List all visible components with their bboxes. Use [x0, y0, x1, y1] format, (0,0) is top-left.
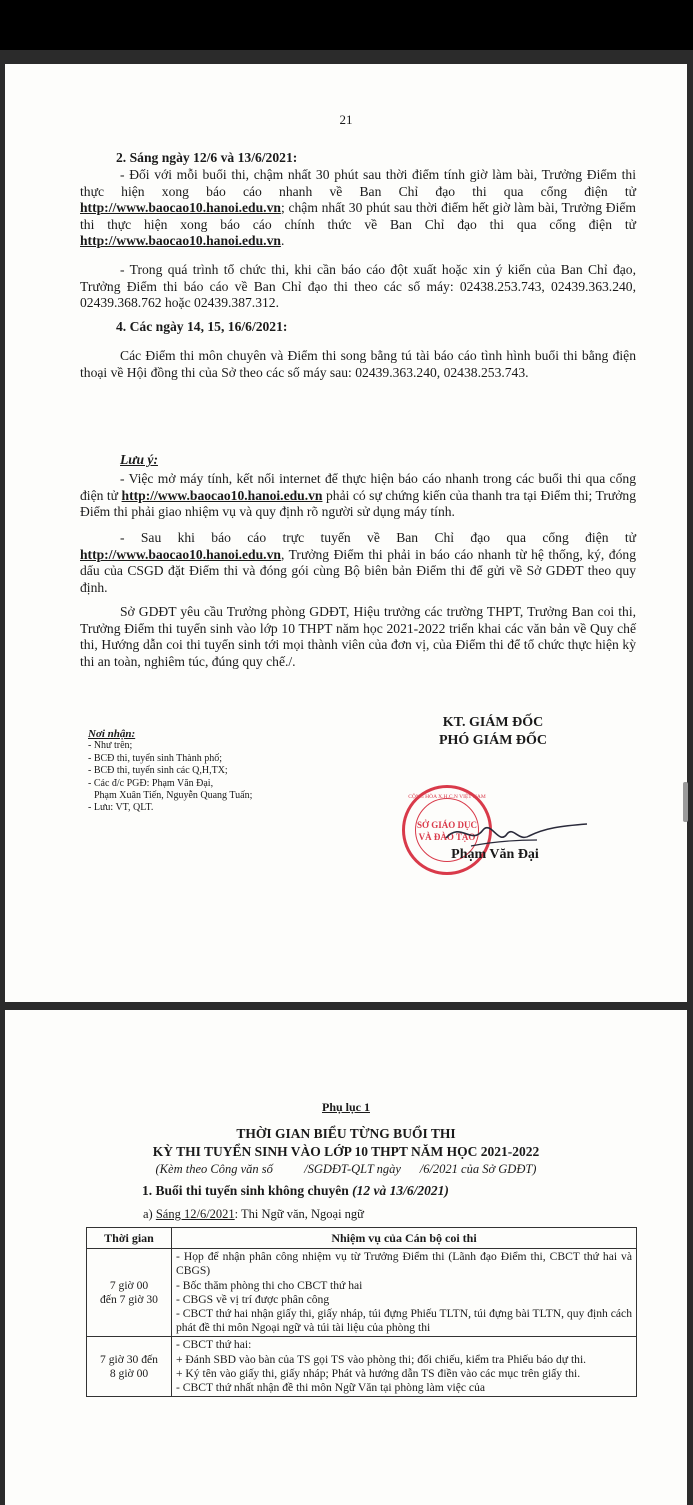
- note-paragraph-2: - Sau khi báo cáo trực tuyến về Ban Chỉ đạo qua cổng điện tử http://www.baocao10.hanoi.edu.vn, Trưởng Điểm thi phải in báo cáo nhanh từ hệ thống, ký, đóng dấu của CSGD đặt Điểm thi và đóng gói cùng Bộ biên bản Điểm thi để gửi về Sở GDĐT theo quy định.: [80, 530, 636, 595]
- recipient-item: - Như trên;: [88, 740, 133, 752]
- signature-title-1: KT. GIÁM ĐỐC: [442, 715, 544, 730]
- appendix-heading-1: THỜI GIAN BIỂU TỪNG BUỔI THI: [236, 1126, 456, 1141]
- scrollbar-thumb[interactable]: [683, 782, 688, 822]
- section-2-heading: 2. Sáng ngày 12/6 và 13/6/2021:: [116, 150, 298, 165]
- task-cell: - Họp để nhận phân công nhiệm vụ từ Trưởng Điểm thi (Lãnh đạo Điểm thi, CBCT thứ hai và CBGS) - Bốc thăm phòng thi cho CBCT thứ hai - CBGS về vị trí được phân công - CBCT thứ hai nhận giấy thi, giấy nháp, túi đựng Phiếu TLTN, túi đựng bài TLTN, quy định cách phát đề thi môn Ngoại ngữ và túi tài liệu của phòng thi: [172, 1249, 637, 1337]
- document-page-21: [5, 64, 687, 1002]
- viewer-top-bar: [0, 0, 693, 50]
- section-2-paragraph-2: - Trong quá trình tổ chức thi, khi cần báo cáo đột xuất hoặc xin ý kiến của Ban Chỉ đạo, Trưởng Điểm thi báo cáo về Ban Chỉ đạo thi theo các số máy: 02438.253.743, 02439.363.240, 02439.368.762 hoặc 02439.387.312.: [80, 262, 636, 311]
- section-4-paragraph: Các Điểm thi môn chuyên và Điểm thi song bằng tú tài báo cáo tình hình buổi thi bằng điện thoại về Hội đồng thi của Sở theo các số máy sau: 02439.363.240, 02438.253.743.: [80, 348, 636, 380]
- section-4-heading: 4. Các ngày 14, 15, 16/6/2021:: [116, 319, 288, 334]
- table-row: [87, 1249, 637, 1337]
- recipient-item: - BCĐ thi, tuyển sinh Thành phố;: [88, 752, 222, 764]
- appendix-heading-2: KỲ THI TUYỂN SINH VÀO LỚP 10 THPT NĂM HỌC 2021-2022: [152, 1144, 540, 1159]
- column-header-time: Thời gian: [87, 1228, 172, 1249]
- closing-paragraph: Sở GDĐT yêu cầu Trưởng phòng GDĐT, Hiệu trưởng các trường THPT, Trưởng Ban coi thi, Trưởng Điểm thi tuyển sinh vào lớp 10 THPT năm học 2021-2022 triển khai các văn bản về Quy chế thi, Hướng dẫn coi thi tuyển sinh tới mọi thành viên của đơn vị, của Điểm thi để tổ chức thực hiện kỳ thi an toàn, nghiêm túc, đúng quy chế./.: [80, 604, 636, 669]
- document-page-appendix: [5, 1010, 687, 1505]
- schedule-table: [86, 1227, 637, 1397]
- seal-center-line-2: VÀ ĐÀO TẠO: [418, 832, 476, 842]
- report-portal-link-4[interactable]: http://www.baocao10.hanoi.edu.vn: [80, 546, 281, 562]
- note-paragraph-1: - Việc mở máy tính, kết nối internet để thực hiện báo cáo nhanh trong các buổi thi qua cổng điện tử http://www.baocao10.hanoi.edu.vn phải có sự chứng kiến của thanh tra tại Điểm thi; Trưởng Điểm thi phải giao nhiệm vụ và quy định rõ người sử dụng máy tính.: [80, 471, 636, 520]
- report-portal-link-1[interactable]: http://www.baocao10.hanoi.edu.vn: [80, 200, 281, 216]
- table-header-row: [87, 1228, 637, 1249]
- subsection-a-heading: a) Sáng 12/6/2021: Thi Ngữ văn, Ngoại ngữ: [143, 1207, 364, 1221]
- signature-title-2: PHÓ GIÁM ĐỐC: [438, 733, 548, 748]
- section-2-paragraph-1: - Đối với mỗi buổi thi, chậm nhất 30 phút sau thời điểm tính giờ làm bài, Trưởng Điểm thi thực hiện xong báo cáo nhanh về Ban Chỉ đạo thi qua cổng điện tử http://www.baocao10.hanoi.edu.vn; chậm nhất 30 phút sau thời điểm hết giờ làm bài, Trưởng Điểm thi thực hiện xong báo cáo chính thức về Ban Chỉ đạo thi qua cổng điện tử http://www.baocao10.hanoi.edu.vn.: [80, 167, 636, 249]
- report-portal-link-3[interactable]: http://www.baocao10.hanoi.edu.vn: [121, 487, 323, 503]
- seal-top-text: CỘNG HÒA X.H.C.N VIỆT NAM: [408, 794, 486, 800]
- time-cell: 7 giờ 30 đến 8 giờ 00: [87, 1337, 172, 1397]
- column-header-tasks: Nhiệm vụ của Cán bộ coi thi: [172, 1228, 637, 1249]
- recipients-title: Nơi nhận:: [88, 728, 136, 740]
- report-portal-link-2[interactable]: http://www.baocao10.hanoi.edu.vn: [80, 233, 281, 249]
- recipient-item: Phạm Xuân Tiến, Nguyễn Quang Tuấn;: [94, 790, 253, 802]
- time-cell: 7 giờ 00 đến 7 giờ 30: [87, 1249, 172, 1337]
- task-cell: - CBCT thứ hai: + Đánh SBD vào bàn của TS gọi TS vào phòng thi; đối chiếu, kiểm tra Phiếu báo dự thi. + Ký tên vào giấy thi, giấy nháp; Phát và hướng dẫn TS điền vào các mục trên giấy thi. - CBCT thứ nhất nhận đề thi môn Ngữ Văn tại phòng làm việc của: [172, 1337, 637, 1397]
- signer-name: Phạm Văn Đại: [451, 847, 539, 862]
- appendix-title: Phụ lục 1: [321, 1100, 370, 1114]
- recipient-item: - Các đ/c PGĐ: Phạm Văn Đại,: [88, 777, 214, 789]
- recipients-block: [88, 728, 252, 815]
- recipient-item: - Lưu: VT, QLT.: [88, 802, 154, 814]
- table-row: [87, 1337, 637, 1397]
- recipient-item: - BCĐ thi, tuyển sinh các Q,H,TX;: [88, 765, 228, 777]
- seal-center-line-1: SỞ GIÁO DỤC: [416, 820, 477, 830]
- page-number: 21: [339, 112, 353, 127]
- section-1-heading: 1. Buổi thi tuyển sinh không chuyên (12 và 13/6/2021): [142, 1183, 449, 1198]
- note-label: Lưu ý:: [120, 452, 158, 467]
- attachment-reference: (Kèm theo Công văn số /SGDĐT-QLT ngày /6/2021 của Sở GDĐT): [155, 1162, 537, 1176]
